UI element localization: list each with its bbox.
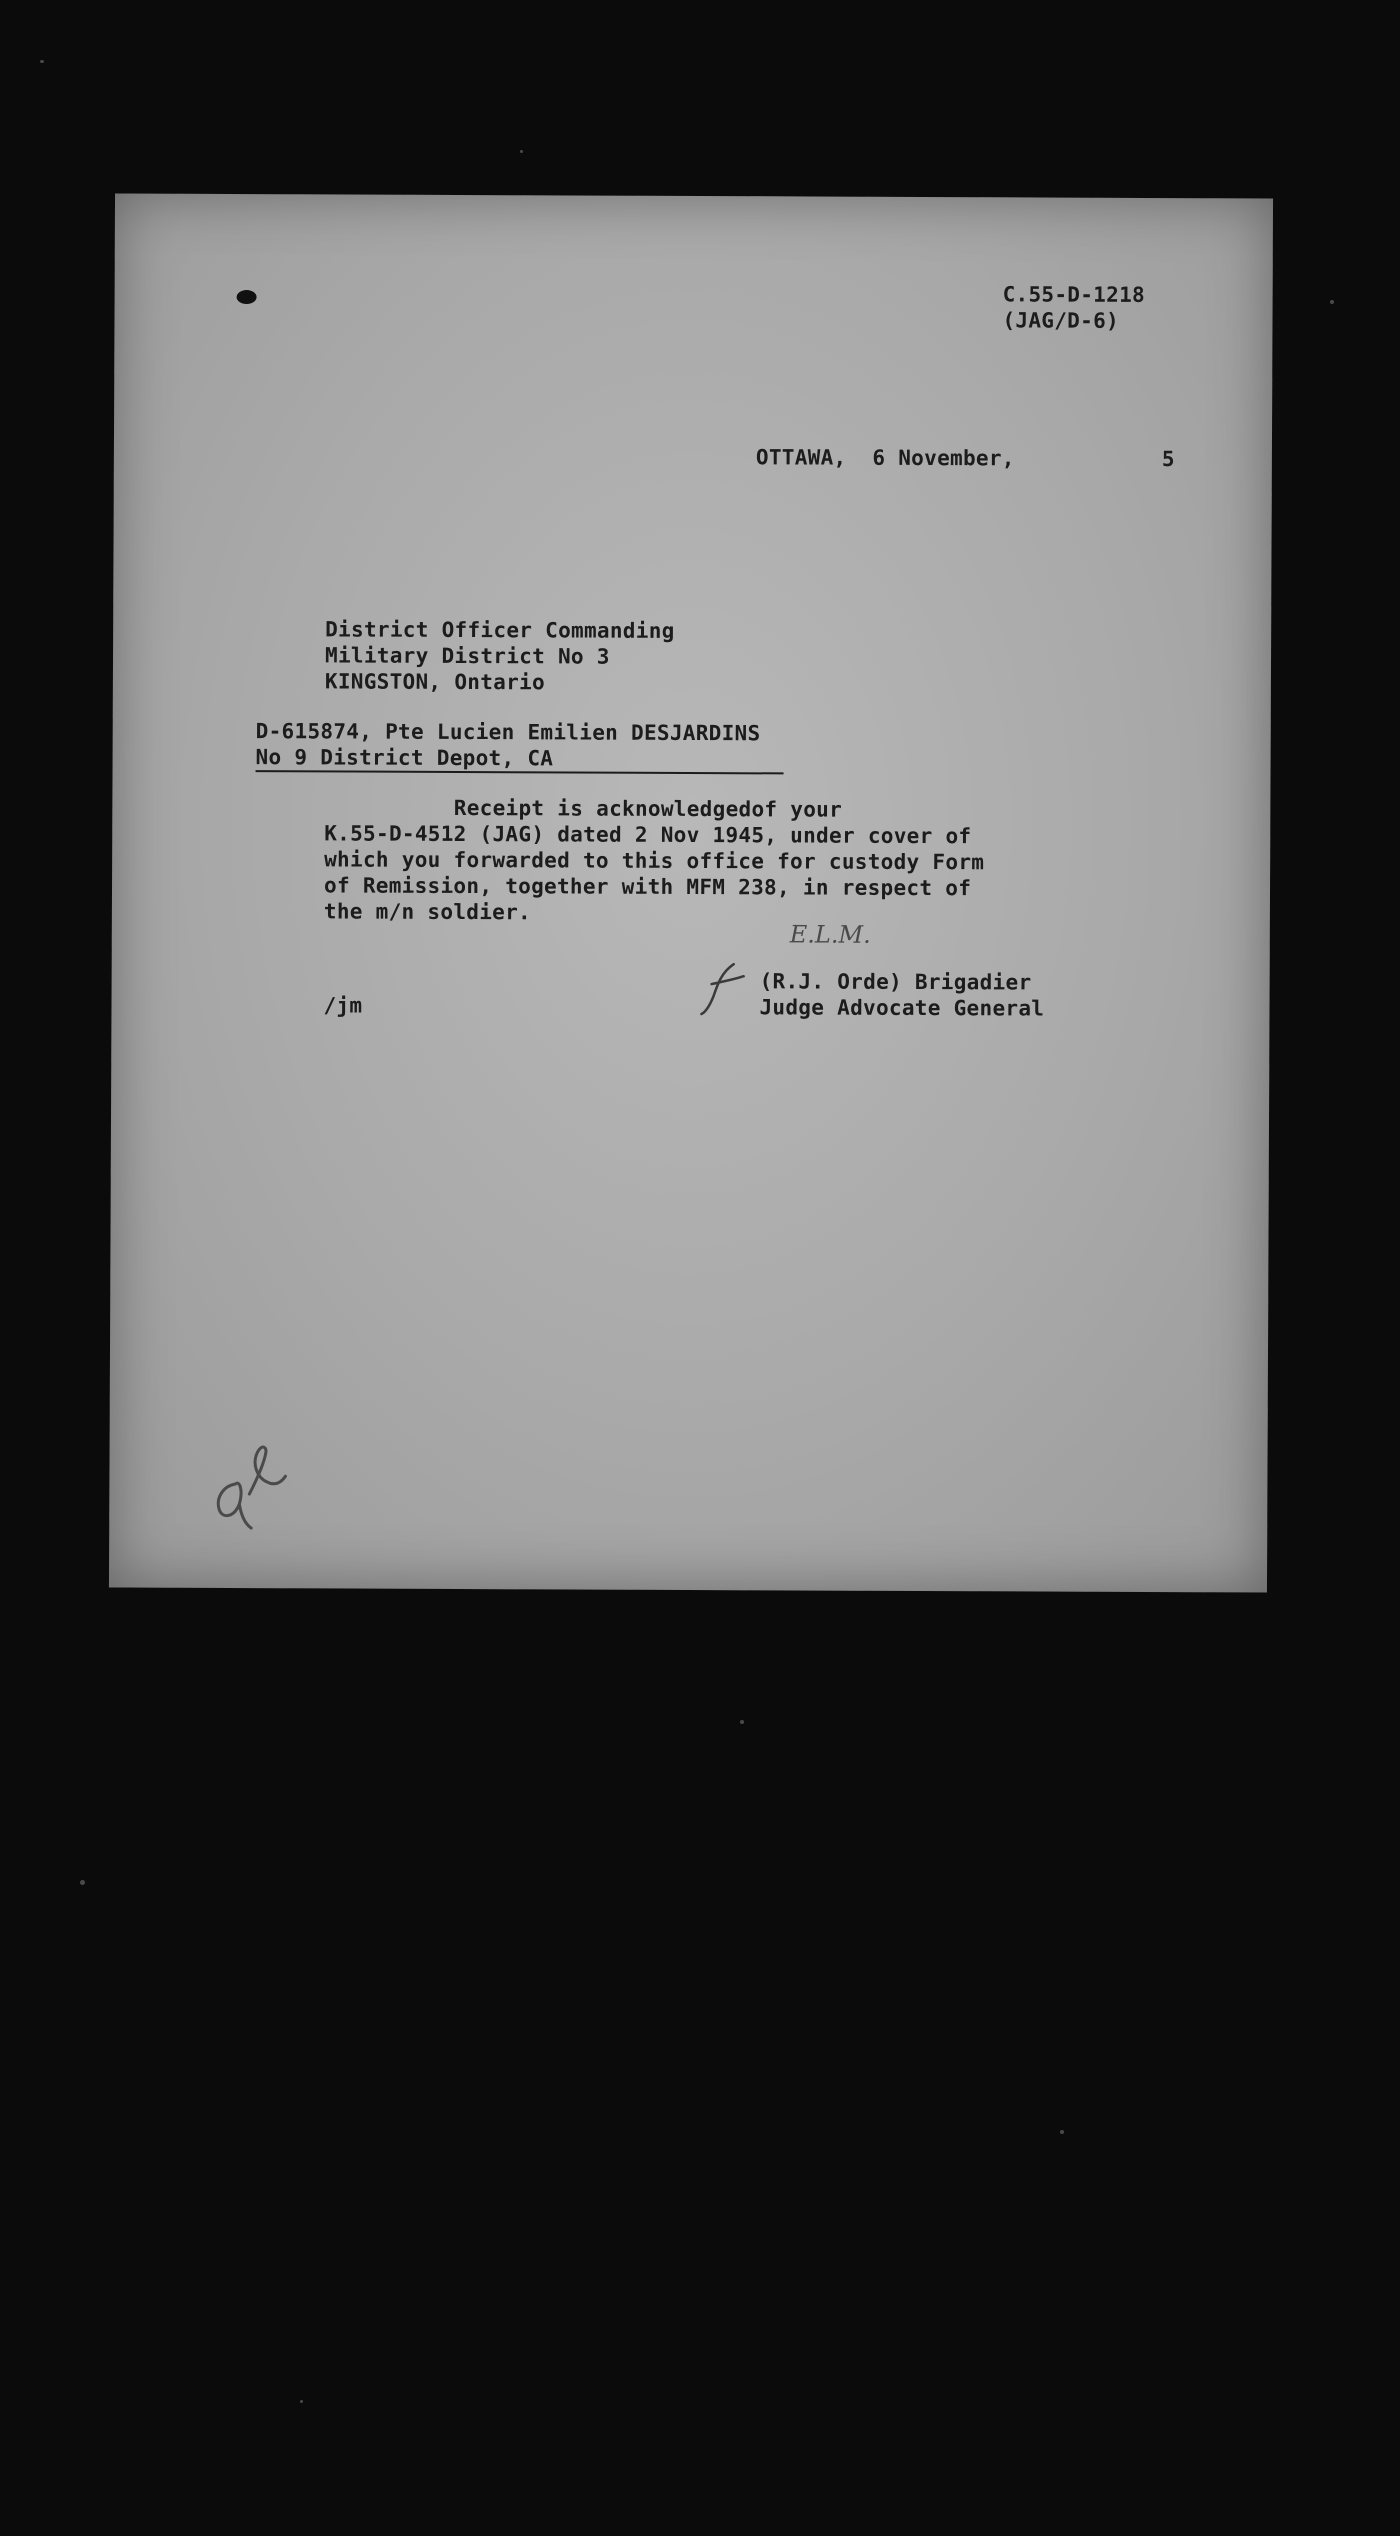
margin-handwritten-mark	[205, 1424, 295, 1534]
typist-initials: /jm	[323, 993, 363, 1018]
file-reference: C.55-D-1218 (JAG/D-6)	[1002, 282, 1146, 333]
signature-for-mark	[691, 958, 751, 1018]
film-speck	[740, 1720, 744, 1724]
letter-body: Receipt is acknowledgedof your K.55-D-4512 (JAG) dated 2 Nov 1945, under cover of which you forwarded to this office for custody Form of Remission, together with MFM 238, in respect of the m/n soldier.	[323, 795, 985, 925]
subject-line-1: D-615874, Pte Lucien Emilien DESJARDINS	[255, 719, 761, 746]
film-speck	[520, 150, 523, 153]
film-speck	[1060, 2130, 1064, 2134]
film-speck	[300, 2400, 303, 2403]
date-year-digit: 5	[1161, 447, 1175, 472]
film-speck	[80, 1880, 85, 1885]
film-speck	[1330, 300, 1334, 304]
film-speck	[40, 60, 44, 63]
punch-hole-mark	[237, 290, 257, 304]
subject-line-2: No 9 District Depot, CA	[256, 744, 784, 774]
recipient-address: District Officer Commanding Military District No 3 KINGSTON, Ontario	[324, 617, 675, 695]
letter-sheet	[109, 193, 1273, 1592]
signature-block: (R.J. Orde) Brigadier Judge Advocate General	[759, 969, 1045, 1021]
handwritten-initials: E.L.M.	[789, 920, 871, 949]
date-line: OTTAWA, 6 November,	[755, 445, 1015, 471]
